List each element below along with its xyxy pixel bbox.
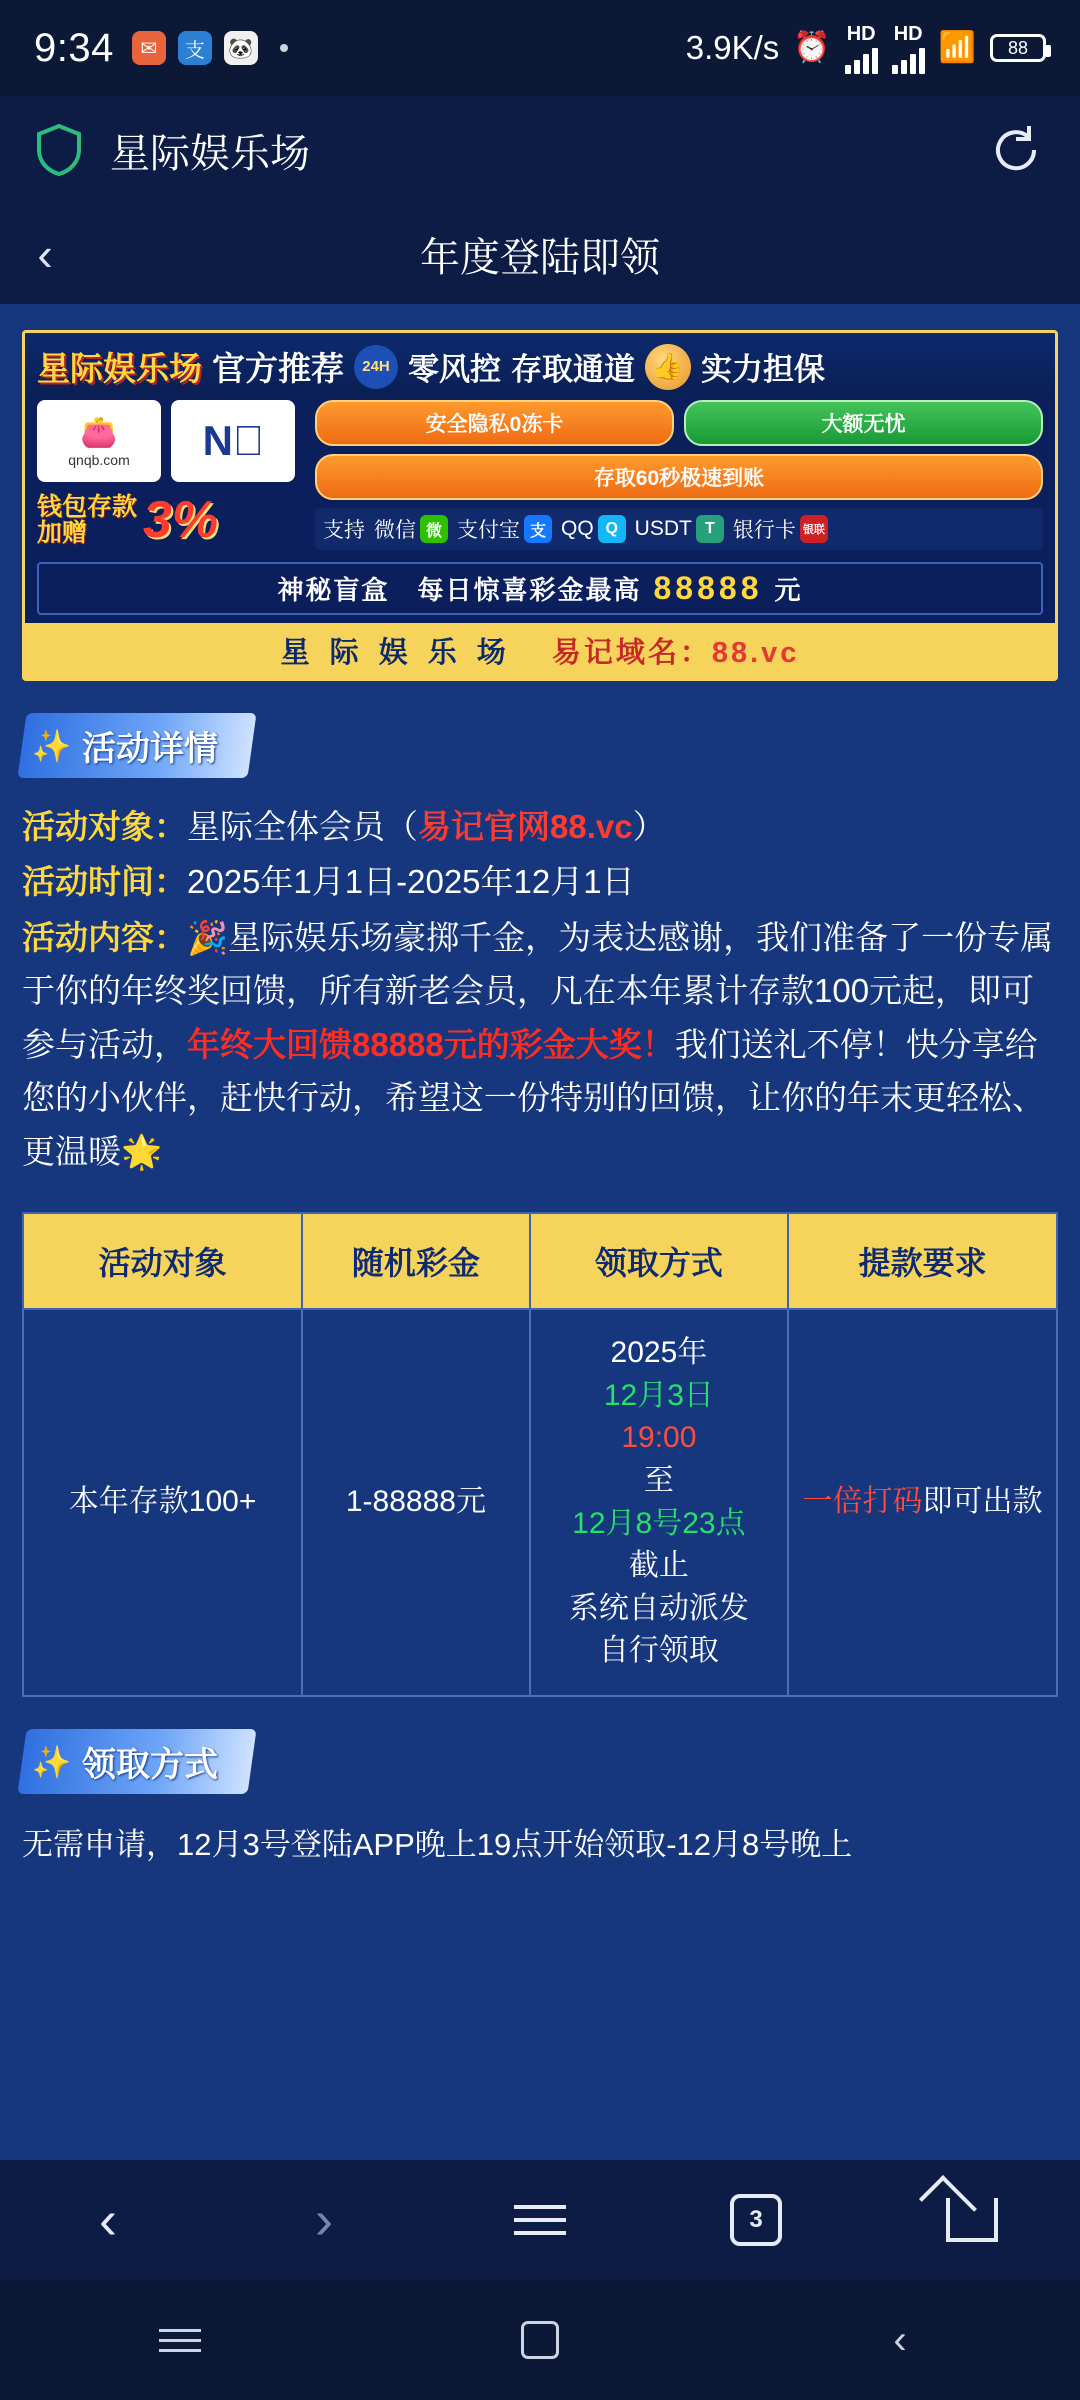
app-title: 星际娱乐场 [110,131,310,176]
banner-left [37,400,303,550]
wechat-icon: 微 [420,515,448,543]
no-card-label: N⃠ [202,417,264,464]
badge-24h-icon: 24H [354,345,398,389]
payment-wechat-label: 微信 [374,519,416,542]
wallet-card-text: qnqb.com [68,451,130,468]
table-header-withdraw: 提款要求 [788,1213,1057,1309]
battery-indicator [990,34,1046,62]
chevron-left-icon: ‹ [99,2190,117,2250]
payment-alipay-label: 支付宝 [457,519,520,542]
table-header-claim: 领取方式 [530,1213,789,1309]
alipay-icon: 支 [178,31,212,65]
more-notifications-dot [280,44,288,52]
hamburger-menu-icon [514,2205,566,2235]
banner-pill-row-1 [315,400,1043,446]
activity-details [22,800,1058,1178]
wallet-glyph: 👛 [80,415,118,449]
section-claim-title: 领取方式 [81,1745,218,1784]
system-back-button[interactable] [820,2295,980,2385]
alarm-icon: ⏰ [793,31,831,64]
table-header-row [23,1213,1057,1309]
battery-level: 88 [1007,37,1029,58]
mystery-amount: 88888 [653,570,763,606]
page-back-icon[interactable]: ‹ [37,228,53,280]
mystery-unit: 元 [774,575,803,605]
claim-line-7: 系统自动派发 [568,1591,749,1625]
details-time-line [22,855,1058,908]
claim-line-2: 12月3日 [603,1378,714,1412]
payment-usdt-label: USDT [634,517,692,540]
payment-usdt [635,515,724,543]
browser-back-button[interactable] [33,2170,183,2270]
claim-line-1: 2025年 [610,1336,708,1370]
claim-line-3: 19:00 [621,1421,697,1455]
tabs-icon [730,2194,782,2246]
details-content-label: 活动内容： [22,918,187,956]
banner-footer [25,623,1055,678]
banner-mystery-box [37,562,1043,615]
sparkle-icon-2: ✨ [32,1743,72,1780]
domain-value: 88.vc [711,637,800,669]
details-content-highlight: 年终大回馈88888元的彩金大奖！ [187,1025,675,1063]
details-target-value: 星际全体会员（ [187,808,418,845]
details-target-line [22,800,1058,853]
cell-withdraw [788,1309,1057,1696]
payment-alipay [457,514,552,544]
page-content [0,304,1080,2160]
mystery-text: 神秘盲盒 每日惊喜彩金最高 [277,575,642,605]
shield-icon [36,124,82,176]
network-speed: 3.9K/s [685,29,780,66]
promo-banner[interactable] [22,330,1058,681]
section-header-claim [17,1729,256,1794]
withdraw-rest: 即可出款 [922,1485,1043,1519]
claim-line-6: 截止 [628,1549,689,1583]
banner-no-risk: 零风控 [408,352,501,387]
signal-bars-1 [845,46,878,74]
system-home-button[interactable] [460,2295,620,2385]
banner-channel: 存取通道 [511,352,635,387]
table-header-target: 活动对象 [23,1213,302,1309]
pill-large-amount: 大额无忧 [684,400,1043,446]
details-time-label: 活动时间： [22,863,187,901]
payment-support-label: 支持 [323,519,365,542]
payment-wechat [374,514,448,544]
table-row [23,1309,1057,1696]
hd-label-2: HD [893,22,923,45]
status-bar [0,0,1080,96]
details-target-site: 易记官网88.vc [418,808,633,845]
details-target-label: 活动对象： [22,808,187,845]
cell-claim [530,1309,789,1696]
deposit-bonus-percent: 3% [143,491,219,549]
status-notification-icons [132,31,288,65]
cell-bonus: 1-88888元 [302,1309,529,1696]
deposit-bonus-line1: 钱包存款 [37,492,138,521]
wallet-icon [37,400,161,482]
browser-toolbar [0,2160,1080,2280]
payment-qq-label: QQ [561,517,594,540]
system-recents-button[interactable] [100,2295,260,2385]
banner-cards [37,400,303,482]
payment-bankcard [733,514,828,544]
payment-qq [561,515,626,543]
claim-line-8: 自行领取 [598,1634,719,1668]
party-popper-icon: 🎉 [187,918,229,956]
refresh-icon[interactable] [988,122,1044,178]
qq-icon: Q [598,515,626,543]
details-content-line [22,911,1058,1178]
banner-logo: 星际娱乐场 [37,350,202,387]
panda-icon: 🐼 [224,31,258,65]
banner-footer-domain [552,630,800,671]
pill-safe-privacy: 安全隐私0冻卡 [315,400,674,446]
system-nav-bar [0,2280,1080,2400]
browser-menu-button[interactable] [465,2170,615,2270]
banner-recommend: 官方推荐 [212,350,344,387]
signal-bars-2 [892,46,925,74]
claim-line-5: 12月8号23点 [572,1506,746,1540]
page-header [0,204,1080,304]
home-icon [946,2198,998,2242]
details-content-part2: 我们送礼不停！快分享给您的小伙伴，赶快行动，希望这一份特别的回馈，让你的年末更轻松、更温暖🌟 [22,1025,1045,1170]
tabs-count: 3 [749,2206,763,2233]
alipay-icon: 支 [524,515,552,543]
claim-description: 无需申请，12月3号登陆APP晚上19点开始领取-12月8号晚上 [22,1826,853,1862]
banner-right [315,400,1043,550]
status-clock: 9:34 [34,25,114,70]
section-details-title: 活动详情 [81,730,218,768]
pill-fast-transfer: 存取60秒极速到账 [315,454,1043,500]
banner-deposit-bonus [37,490,303,550]
unionpay-icon: 银联 [800,515,828,543]
claim-line-4: 至 [643,1463,674,1497]
chevron-right-icon: › [315,2190,333,2250]
banner-guarantee: 实力担保 [701,352,825,387]
status-right-icons [686,23,1046,74]
banner-payment-row [315,508,1043,550]
thumbs-up-icon: 👍 [645,344,691,390]
browser-home-button[interactable] [897,2170,1047,2270]
banner-body [25,396,1055,558]
browser-forward-button[interactable] [249,2170,399,2270]
browser-tabs-button[interactable] [681,2170,831,2270]
app-bar [0,96,1080,204]
payment-bankcard-label: 银行卡 [732,519,796,542]
details-content-part1: 星际娱乐场豪掷千金，为表达感谢，我们准备了一份专属于你的年终奖回馈，所有新老会员，凡在本年累计存款100元起，即可参与活动， [22,918,1054,1063]
deposit-bonus-line2: 加赠 [37,519,88,547]
cell-target: 本年存款100+ [23,1309,302,1696]
wifi-icon: 📶 [938,31,976,64]
domain-label: 易记域名： [551,637,712,669]
page-title: 年度登陆即领 [420,235,660,280]
banner-top-row [25,333,1055,396]
deposit-bonus-text [37,494,137,547]
banner-footer-brand: 星 际 娱 乐 场 [280,637,512,669]
section-header-details [17,713,256,778]
sparkle-icon: ✨ [32,727,72,764]
signal-group-1 [845,23,878,74]
details-time-value: 2025年1月1日-2025年12月1日 [187,863,635,901]
table-header-bonus: 随机彩金 [302,1213,529,1309]
home-square-icon [521,2321,559,2359]
withdraw-highlight: 一倍打码 [802,1485,923,1519]
details-target-value-end: ） [632,808,666,845]
hd-label-1: HD [846,22,876,45]
banner-pill-row-2 [315,454,1043,500]
no-crypto-icon [171,400,295,482]
messenger-icon: ✉ [132,31,166,65]
back-icon: ‹ [893,2318,907,2362]
recents-icon [159,2329,201,2352]
usdt-icon: T [696,515,724,543]
signal-group-2 [892,23,925,74]
activity-table [22,1212,1058,1697]
